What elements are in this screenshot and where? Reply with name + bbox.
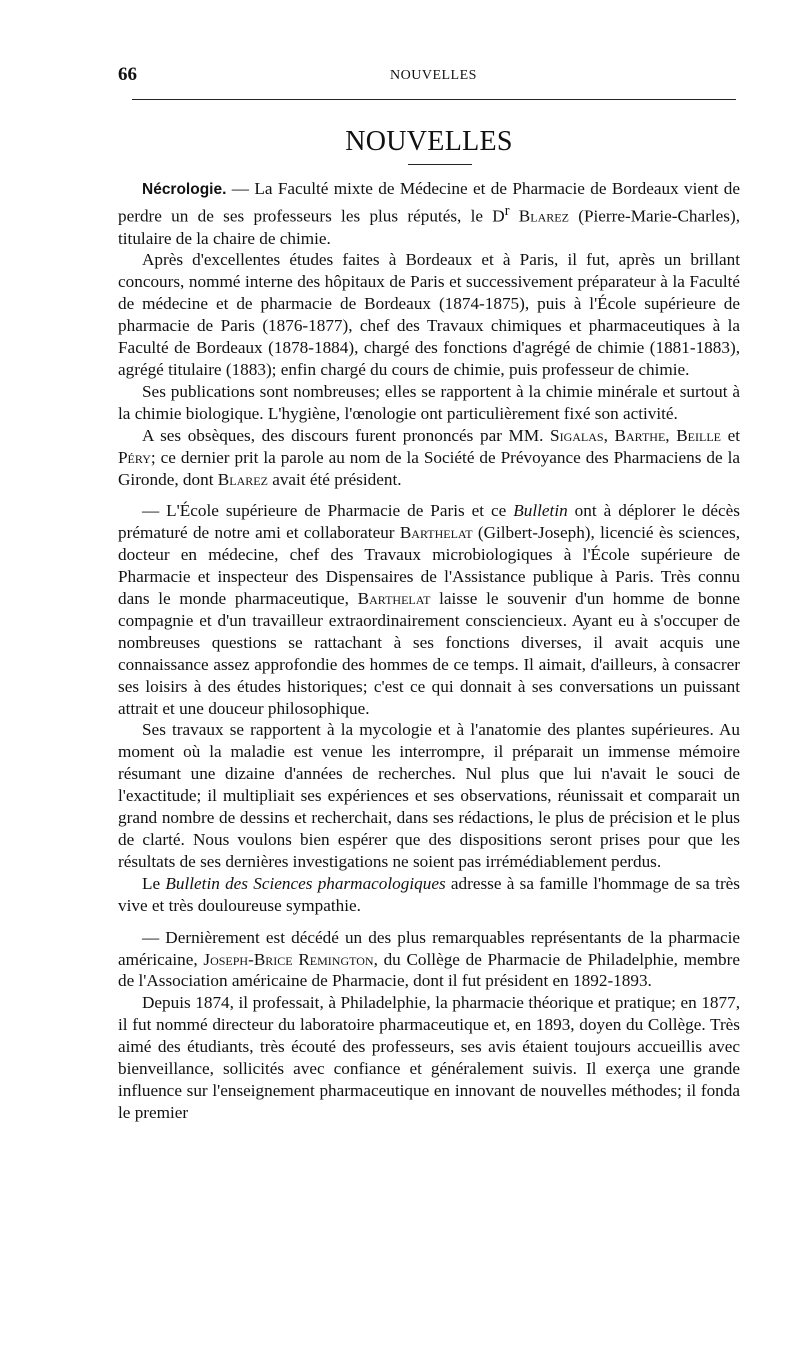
text-run: Le	[142, 873, 166, 893]
paragraph-barthelat	[118, 500, 740, 719]
paragraph-remington	[118, 927, 740, 993]
paragraph-necrologie-blarez	[118, 178, 740, 249]
person-name: Barthelat	[399, 523, 473, 543]
paragraph-career: Après d'excellentes études faites à Bordeaux et à Paris, il fut, après un brillant concours, nommé interne des hôpitaux de Paris et successivement préparateur à la Faculté de médecine et de pharmacie de Bordeaux (1874-1875), puis à l'École supérieure de pharmacie de Paris (1876-1877), chef des Travaux chimiques et pharmaceutiques à la Faculté de Bordeaux (1878-1884), chargé des fonctions d'agrégé de chimie (1881-1883), agrégé titulaire (1883); enfin chargé du cours de chimie, puis professeur de chimie.	[118, 250, 740, 379]
text-run: A ses obsèques, des discours furent prononcés par MM.	[142, 425, 551, 445]
running-title: NOUVELLES	[390, 68, 477, 83]
person-name: Joseph-Brice Remington	[203, 949, 374, 969]
superscript: r	[504, 202, 510, 219]
section-label: Nécrologie.	[142, 181, 227, 198]
text-run: laisse le souvenir d'un homme de bonne compagnie et d'un travailleur extraordinairement consciencieux. Ayant eu à s'occuper de nombreuses questions se rattachant à ses fonctions diverses, il avait acquis une connaissance assez approfondie des hommes de ce temps. Il aimait, d'ailleurs, à consacrer ses loisirs à des études historiques; c'est ce qui donnait à ses conversations un puissant attrait et une douceur philosophique.	[118, 589, 740, 718]
text-run: ,	[665, 425, 677, 445]
text-run: ont à déplorer le décès prématuré de notre ami et collaborateur	[118, 501, 740, 543]
header-rule	[132, 99, 736, 100]
text-run: ,	[603, 425, 615, 445]
person-name: Beille	[676, 425, 721, 445]
journal-title: Bulletin	[513, 501, 568, 521]
text-run: ; ce dernier prit la parole au nom de la Société de Prévoyance des Pharmaciens de la Gironde, dont	[118, 447, 740, 489]
article-body	[118, 178, 740, 1124]
text-run: , du Collège de Pharmacie de Philadelphie, membre de l'Association américaine de Pharmacie, dont il fut président en 1892-1893.	[118, 949, 740, 991]
person-name: Barthelat	[357, 589, 431, 609]
person-name: Sigalas	[550, 425, 604, 445]
text-run: — La Faculté mixte de Médecine et de Pharmacie de Bordeaux vient de perdre un de ses professeurs les plus réputés, le D	[118, 179, 740, 226]
page-number: 66	[118, 64, 137, 85]
text-run: (Gilbert-Joseph), licencié ès sciences, docteur en médecine, chef des Travaux microbiologiques à l'École supérieure de Pharmacie et inspecteur des Dispensaires de l'Assistance publique à Paris. Très connu dans le monde pharmaceutique,	[118, 523, 741, 609]
person-name: Blarez	[518, 206, 569, 226]
paragraph-travaux: Ses travaux se rapportent à la mycologie et à l'anatomie des plantes supérieures. Au moment où la maladie est venue les interrompre, il préparait un immense mémoire résumant une dizaine d'années de recherches. Nul plus que lui n'avait le souci de l'exactitude; il multipliait ses expériences et ses observations, réunissait et comparait un grand nombre de dessins et recherchait, dans ses rédactions, le plus de précision et le plus de clarté. Nous voulons bien espérer que des dispositions seront prises pour que les résultats de ses dernières investigations ne soient pas irrémédiablement perdus.	[118, 720, 740, 871]
person-name: Blarez	[217, 469, 268, 489]
text-run: — L'École supérieure de Pharmacie de Paris et ce	[142, 501, 514, 521]
paragraph-publications: Ses publications sont nombreuses; elles se rapportent à la chimie minérale et surtout à la chimie biologique. L'hygiène, l'œnologie ont particulièrement fixé son activité.	[118, 381, 740, 423]
text-run: — Dernièrement est décédé un des plus remarquables représentants de la pharmacie américaine,	[118, 927, 740, 969]
title-rule	[408, 164, 472, 165]
person-name: Péry	[118, 447, 151, 467]
paragraph-remington-career: Depuis 1874, il professait, à Philadelphie, la pharmacie théorique et pratique; en 1877, il fut nommé directeur du laboratoire pharmaceutique et, en 1893, doyen du Collège. Très aimé des étudiants, très écouté des professeurs, ses avis étaient toujours accueillis avec bienveillance, sollicités avec confiance et généralement suivis. Il exerça une grande influence sur l'enseignement pharmaceutique en innovant de nouvelles méthodes; il fonda le premier	[118, 993, 740, 1122]
paragraph-funeral	[118, 425, 740, 491]
running-header	[118, 62, 740, 88]
paragraph-hommage	[118, 873, 740, 917]
text-run: (Pierre-Marie-Charles), titulaire de la chaire de chimie.	[118, 206, 740, 248]
text-run: et	[720, 425, 741, 445]
section-title: NOUVELLES	[345, 126, 513, 157]
text-run: avait été président.	[267, 469, 402, 489]
text-run: adresse à sa famille l'hommage de sa très vive et très douloureuse sympathie.	[118, 873, 740, 915]
journal-title: Bulletin des Sciences pharmacologiques	[165, 873, 446, 893]
person-name: Barthe	[614, 425, 666, 445]
